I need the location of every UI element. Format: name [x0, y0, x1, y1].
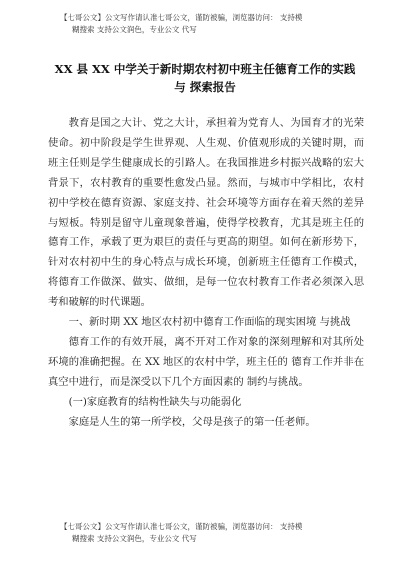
document-title-line-1: XX 县 XX 中学关于新时期农村初中班主任德育工作的实践 — [54, 62, 356, 76]
section-heading-1: 一、新时期 XX 地区农村初中德育工作面临的现实困境 与挑战 — [68, 316, 351, 329]
header-notice-line-2: 糊搜索 支持公文润色，专业公文 代写 — [72, 25, 197, 34]
footer-notice — [60, 521, 360, 545]
document-title-line-2: 与 探索报告 — [174, 80, 236, 94]
subsection-paragraph-1: 家庭是人生的第一所学校，父母是孩子的第一任老师。 — [68, 415, 316, 428]
footer-notice-line-1: 【七哥公文】公文写作请认准七哥公文，谨防被骗，浏览器访问： 支持模 — [60, 522, 303, 531]
document-title — [50, 60, 360, 96]
header-notice — [60, 12, 360, 36]
intro-paragraph: 教育是国之大计、党之大计，承担着为党育人、为国育才的光荣使命。初中阶段是学生世界观、人生观、价值观形成的关键时期，而班主任则是学生健康成长的引路人。在我国推进乡村振兴战略的宏大背景下，农村教育的重要性愈发凸显。然而，与城市中学相比，农村初中学校在德育资源、家庭支持、社会环境等方面存在着天然的差异与短板。特别是留守儿童现象普遍，使得学校教育，尤其是班主任的德育工作，承载了更为艰巨的责任与更高的期望。如何在新形势下，针对农村初中生的身心特点与成长环境，创新班主任德育工作模式，将德育工作做深、做实、做细，是每一位农村教育工作者必须深入思考和破解的时代课题。 — [48, 117, 364, 309]
header-notice-line-1: 【七哥公文】公文写作请认准七哥公文，谨防被骗，浏览器访问： 支持模 — [60, 13, 303, 22]
document-body — [48, 114, 364, 433]
subsection-heading-1: (一)家庭教育的结构性缺失与功能弱化 — [68, 395, 242, 408]
footer-notice-line-2: 糊搜索 支持公文润色，专业公文 代写 — [72, 534, 197, 543]
section-paragraph-1: 德育工作的有效开展，离不开对工作对象的深刻理解和对其所处环境的准确把握。在 XX 地区的农村中学，班主任的 德育工作并非在真空中进行，而是深受以下几个方面因素的 制约与挑战。 — [48, 335, 364, 388]
